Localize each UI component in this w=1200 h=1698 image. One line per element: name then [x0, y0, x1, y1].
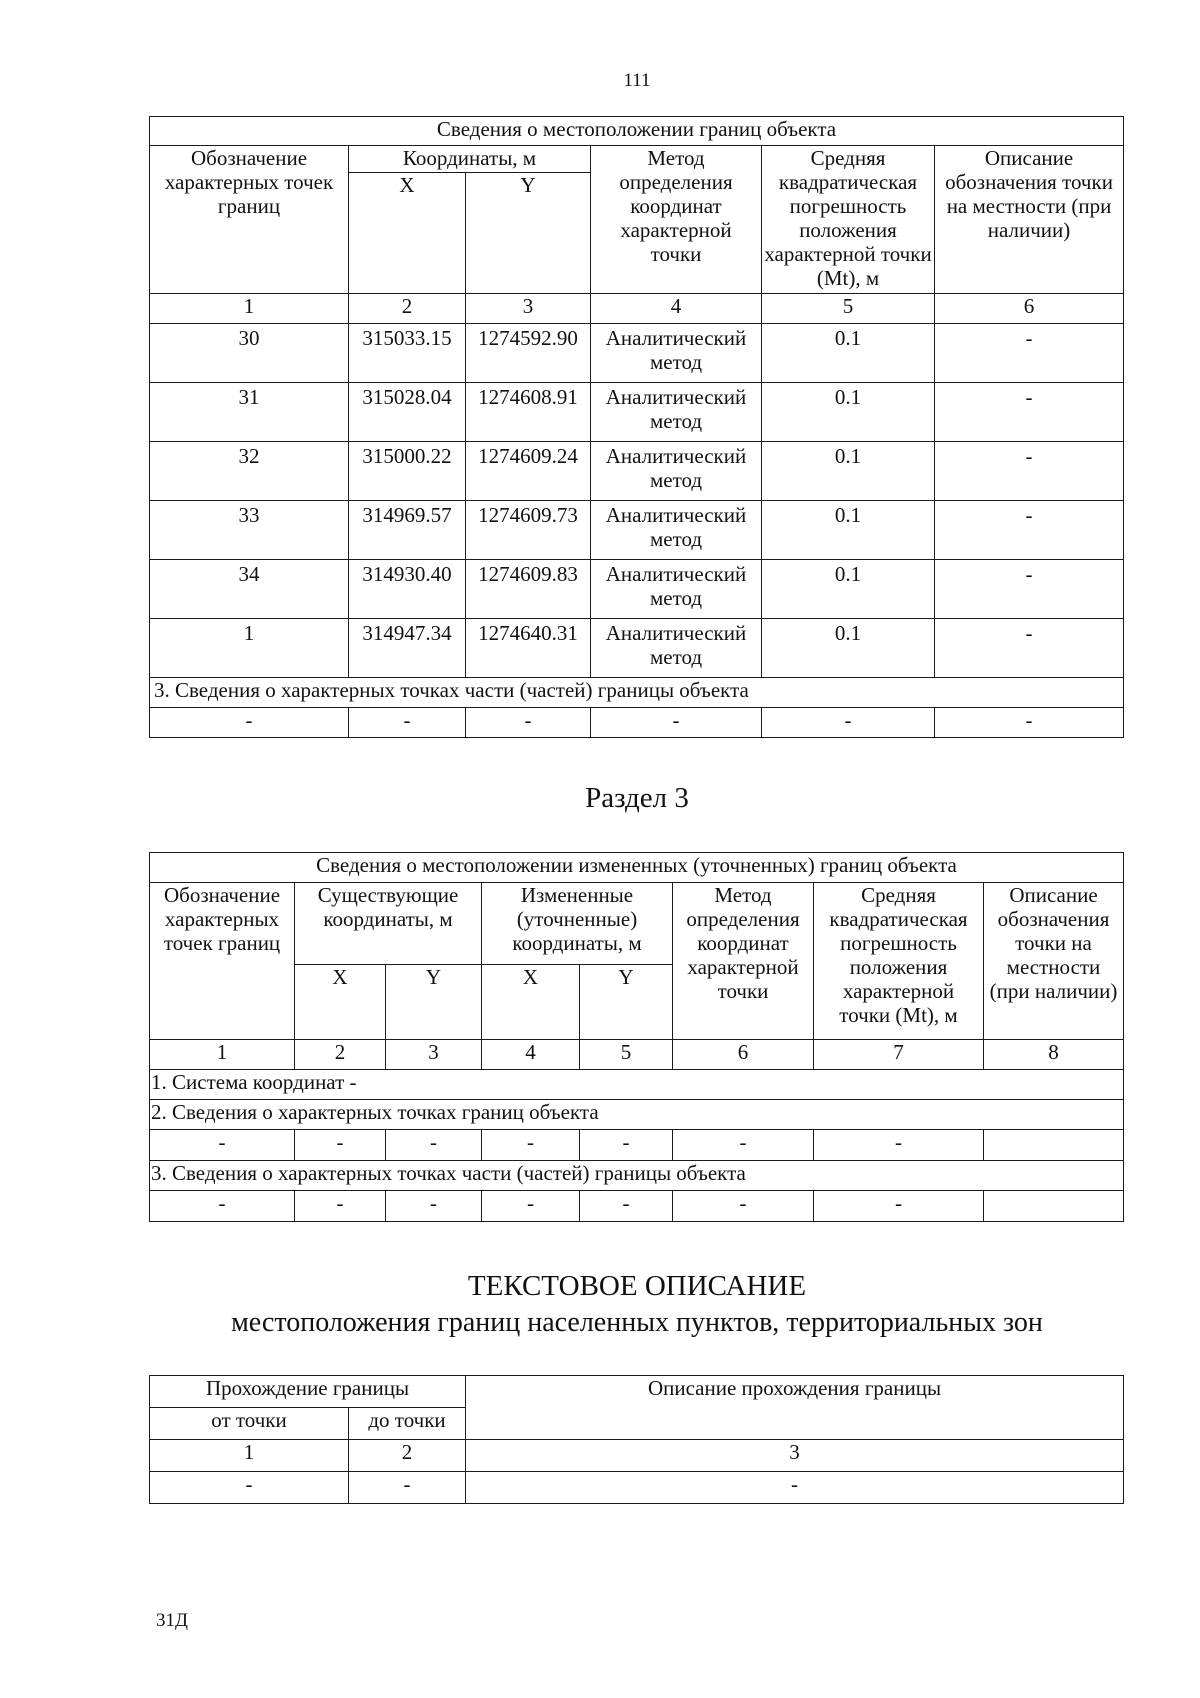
column-number: 6: [673, 1040, 814, 1070]
table-row: [150, 501, 1124, 560]
column-number: 7: [814, 1040, 984, 1070]
error-cell: 0.1: [762, 619, 935, 678]
table-row: [150, 619, 1124, 678]
column-number: 2: [349, 294, 466, 324]
column-number: 2: [349, 1440, 466, 1472]
table-row: [150, 1472, 1124, 1504]
y-cell: 1274592.90: [466, 324, 591, 383]
header-passage-description: Описание прохождения границы: [466, 1376, 1124, 1440]
x-cell: 314969.57: [349, 501, 466, 560]
column-number: 2: [295, 1040, 386, 1070]
x-cell: 315033.15: [349, 324, 466, 383]
y-cell: 1274640.31: [466, 619, 591, 678]
header-description: Описание обозначения точки на местности (при наличии): [935, 146, 1124, 294]
description-cell: -: [935, 383, 1124, 442]
text-description-title: ТЕКСТОВОЕ ОПИСАНИЕ: [467, 1270, 807, 1302]
section-label: 3. Сведения о характерных точках части (частей) границы объекта: [150, 678, 1124, 708]
column-number: 8: [984, 1040, 1124, 1070]
header-points: Обозначение характерных точек границ: [150, 883, 295, 1040]
description-cell: -: [935, 619, 1124, 678]
header-passage: Прохождение границы: [150, 1376, 466, 1408]
header-error: Средняя квадратическая погрешность положения характерной точки (Mt), м: [762, 146, 935, 294]
column-number: 5: [580, 1040, 673, 1070]
column-number: 4: [591, 294, 762, 324]
y-cell: 1274609.24: [466, 442, 591, 501]
method-cell: Аналитический метод: [591, 383, 762, 442]
error-cell: 0.1: [762, 501, 935, 560]
header-existing-coordinates: Существующие координаты, м: [295, 883, 482, 965]
dash-cell: -: [814, 1130, 984, 1161]
table-title: Сведения о местоположении измененных (уточненных) границ объекта: [150, 853, 1124, 883]
dash-cell: -: [150, 1472, 349, 1504]
dash-cell: -: [580, 1130, 673, 1161]
dash-cell: -: [482, 1191, 580, 1222]
header-method: Метод определения координат характерной точки: [673, 883, 814, 1040]
dash-cell: -: [482, 1130, 580, 1161]
method-cell: Аналитический метод: [591, 560, 762, 619]
table-row: [150, 383, 1124, 442]
dash-cell: -: [580, 1191, 673, 1222]
dash-cell: -: [466, 1472, 1124, 1504]
column-number: 1: [150, 1040, 295, 1070]
header-points: Обозначение характерных точек границ: [150, 146, 349, 294]
point-cell: 33: [150, 501, 349, 560]
column-number: 3: [466, 1440, 1124, 1472]
table-row: [150, 560, 1124, 619]
error-cell: 0.1: [762, 383, 935, 442]
header-x: X: [482, 965, 580, 1040]
dash-cell: -: [349, 1472, 466, 1504]
dash-cell: [984, 1130, 1124, 1161]
table-row: [150, 324, 1124, 383]
header-x: X: [349, 173, 466, 294]
dash-cell: -: [673, 1130, 814, 1161]
description-cell: -: [935, 560, 1124, 619]
column-number: 5: [762, 294, 935, 324]
coordinate-system-label: 1. Система координат -: [150, 1070, 1124, 1100]
point-cell: 1: [150, 619, 349, 678]
x-cell: 315028.04: [349, 383, 466, 442]
header-coordinates: Координаты, м: [349, 146, 591, 173]
method-cell: Аналитический метод: [591, 442, 762, 501]
column-number: 6: [935, 294, 1124, 324]
x-cell: 314947.34: [349, 619, 466, 678]
text-description-subtitle: местоположения границ населенных пунктов, территориальных зон: [231, 1307, 1043, 1338]
dash-cell: -: [349, 708, 466, 738]
method-cell: Аналитический метод: [591, 501, 762, 560]
footer-code: 31Д: [156, 1610, 188, 1631]
error-cell: 0.1: [762, 560, 935, 619]
method-cell: Аналитический метод: [591, 619, 762, 678]
boundary-passage-table: [149, 1375, 1124, 1504]
column-number: 1: [150, 294, 349, 324]
dash-cell: -: [150, 1191, 295, 1222]
column-number: 3: [386, 1040, 482, 1070]
header-changed-coordinates: Измененные (уточненные) координаты, м: [482, 883, 673, 965]
point-cell: 30: [150, 324, 349, 383]
point-cell: 31: [150, 383, 349, 442]
header-y: Y: [466, 173, 591, 294]
table-row: [150, 1130, 1124, 1161]
dash-cell: -: [935, 708, 1124, 738]
column-number: 1: [150, 1440, 349, 1472]
description-cell: -: [935, 324, 1124, 383]
column-numbers-row: [150, 1440, 1124, 1472]
section-heading: Раздел 3: [585, 782, 689, 814]
column-numbers-row: [150, 1040, 1124, 1070]
point-cell: 34: [150, 560, 349, 619]
point-cell: 32: [150, 442, 349, 501]
dash-cell: -: [150, 708, 349, 738]
x-cell: 315000.22: [349, 442, 466, 501]
y-cell: 1274609.83: [466, 560, 591, 619]
dash-cell: -: [386, 1191, 482, 1222]
header-description: Описание обозначения точки на местности (при наличии): [984, 883, 1124, 1040]
table-row: [150, 442, 1124, 501]
dash-cell: -: [295, 1130, 386, 1161]
page-number: 111: [623, 70, 651, 91]
dash-cell: -: [673, 1191, 814, 1222]
section-label: 2. Сведения о характерных точках границ объекта: [150, 1100, 1124, 1130]
column-number: 4: [482, 1040, 580, 1070]
header-method: Метод определения координат характерной точки: [591, 146, 762, 294]
table-row: [150, 708, 1124, 738]
header-y: Y: [386, 965, 482, 1040]
header-error: Средняя квадратическая погрешность положения характерной точки (Mt), м: [814, 883, 984, 1040]
header-x: X: [295, 965, 386, 1040]
error-cell: 0.1: [762, 324, 935, 383]
dash-cell: -: [814, 1191, 984, 1222]
y-cell: 1274608.91: [466, 383, 591, 442]
dash-cell: -: [150, 1130, 295, 1161]
dash-cell: -: [466, 708, 591, 738]
column-number: 3: [466, 294, 591, 324]
table-title: Сведения о местоположении границ объекта: [150, 117, 1124, 146]
changed-boundary-table: [149, 852, 1124, 1222]
method-cell: Аналитический метод: [591, 324, 762, 383]
boundary-location-table: [149, 116, 1124, 738]
column-numbers-row: [150, 294, 1124, 324]
dash-cell: -: [386, 1130, 482, 1161]
error-cell: 0.1: [762, 442, 935, 501]
header-from-point: от точки: [150, 1408, 349, 1440]
section-label: 3. Сведения о характерных точках части (частей) границы объекта: [150, 1161, 1124, 1191]
dash-cell: [984, 1191, 1124, 1222]
description-cell: -: [935, 501, 1124, 560]
table-row: [150, 1191, 1124, 1222]
x-cell: 314930.40: [349, 560, 466, 619]
y-cell: 1274609.73: [466, 501, 591, 560]
dash-cell: -: [295, 1191, 386, 1222]
description-cell: -: [935, 442, 1124, 501]
header-y: Y: [580, 965, 673, 1040]
header-to-point: до точки: [349, 1408, 466, 1440]
dash-cell: -: [591, 708, 762, 738]
dash-cell: -: [762, 708, 935, 738]
